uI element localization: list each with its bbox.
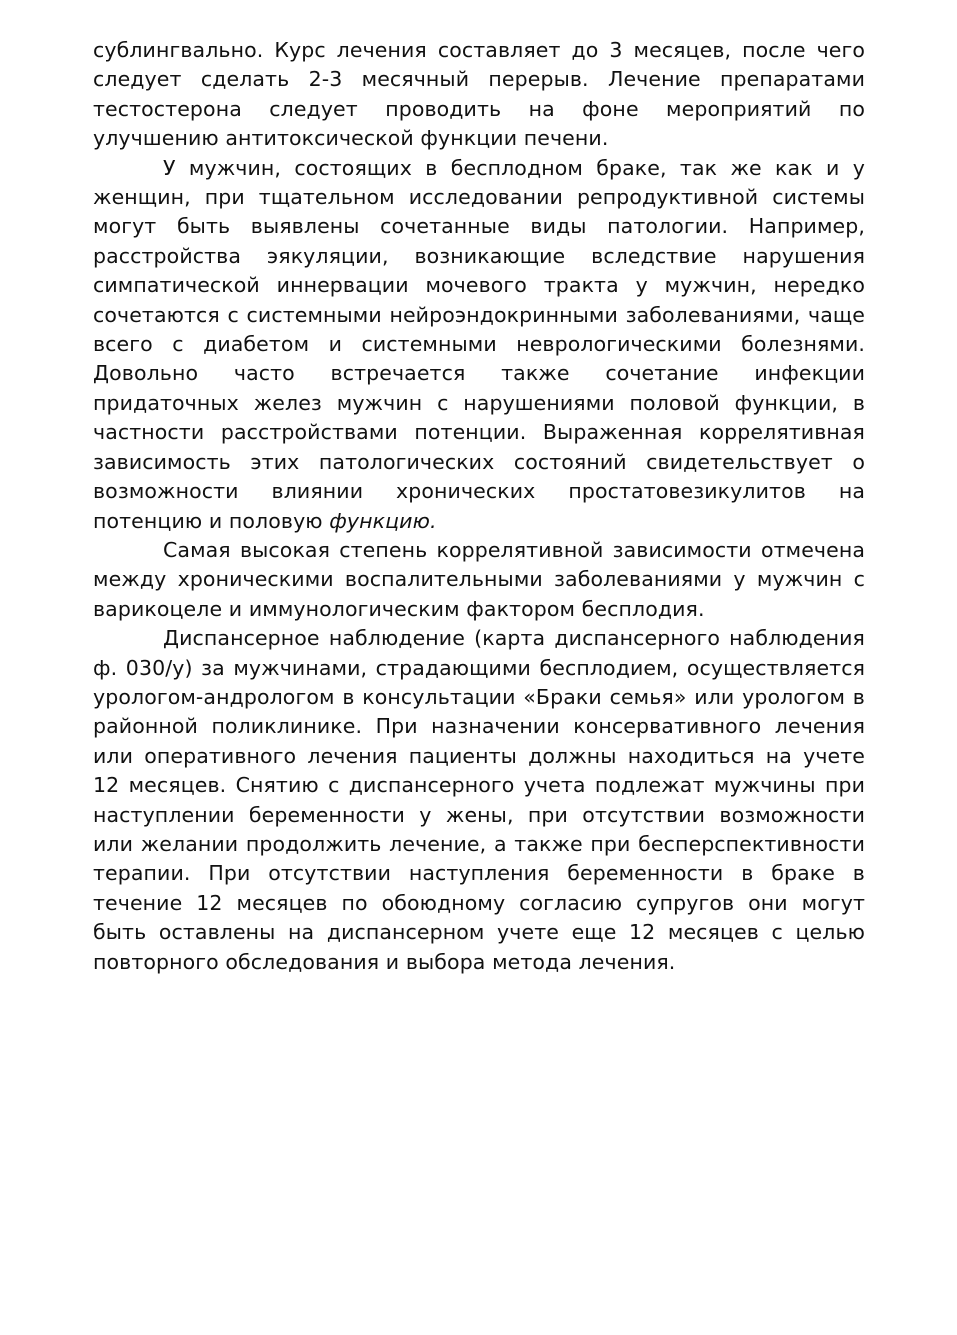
- paragraph-testosterone-course: [93, 36, 865, 154]
- paragraph-dispensary-observation: [93, 624, 865, 977]
- document-page: [93, 36, 865, 977]
- paragraph-text: Самая высокая степень коррелятивной зависимости отмечена между хроническими воспалительными заболеваниями у мужчин с варикоцеле и иммунологическим фактором бесплодия.: [93, 537, 865, 621]
- paragraph-text: Диспансерное наблюдение (карта диспансерного наблюдения ф. 030/у) за мужчинами, страдающими бесплодием, осуществляется урологом-андрологом в консультации «Браки семья» или урологом в районной поликлинике. При назначении консервативного лечения или оперативного лечения пациенты должны находиться на учете 12 месяцев. Снятию с диспансерного учета подлежат мужчины при наступлении беременности у жены, при отсутствии возможности или желании продолжить лечение, а также при бесперспективности терапии. При отсутствии наступления беременности в браке в течение 12 месяцев по обоюдному согласию супругов они могут быть оставлены на диспансерном учете еще 12 месяцев с целью повторного обследования и выбора метода лечения.: [93, 626, 865, 974]
- paragraph-correlation: [93, 536, 865, 624]
- paragraph-combined-pathology: [93, 154, 865, 536]
- paragraph-italic-tail: функцию.: [329, 508, 437, 533]
- paragraph-text: сублингвально. Курс лечения составляет до 3 месяцев, после чего следует сделать 2-3 месячный перерыв. Лечение препаратами тестостерона следует проводить на фоне мероприятий по улучшению антитоксической функции печени.: [93, 38, 865, 151]
- paragraph-text: У мужчин, состоящих в бесплодном браке, так же как и у женщин, при тщательном исследовании репродуктивной системы могут быть выявлены сочетанные виды патологии. Например, расстройства эякуляции, возникающие вследствие нарушения симпатической иннервации мочевого тракта у мужчин, нередко сочетаются с системными нейроэндокринными заболеваниями, чаще всего с диабетом и системными неврологическими болезнями. Довольно часто встречается также сочетание инфекции придаточных желез мужчин с нарушениями половой функции, в частности расстройствами потенции. Выраженная коррелятивная зависимость этих патологических состояний свидетельствует о возможности влиянии хронических простатовезикулитов на потенцию и половую: [93, 155, 865, 533]
